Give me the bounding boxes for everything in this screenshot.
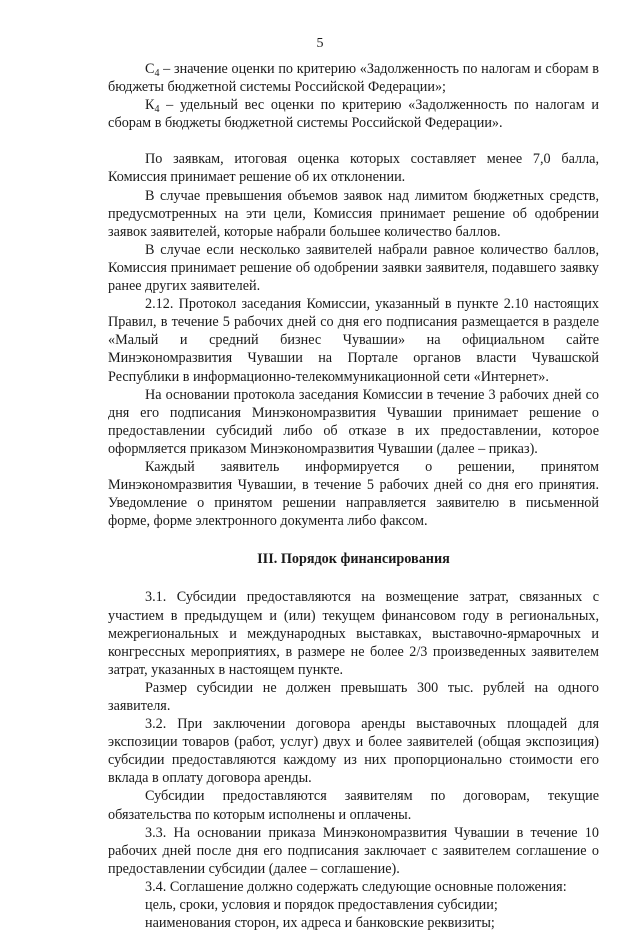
- list-item-purpose: цель, сроки, условия и порядок предоставления субсидии;: [145, 897, 498, 914]
- paragraph-subsidy-limit: Размер субсидии не должен превышать 300 тыс. рублей на одного заявителя.: [108, 679, 599, 714]
- document-body: [108, 60, 599, 932]
- paragraph-2-12: 2.12. Протокол заседания Комиссии, указанный в пункте 2.10 настоящих Правил, в течение 5 рабочих дней со дня его подписания размещается в разделе «Малый и средний бизнес Чувашии» на официальном сайте Минэкономразвития Чувашии на Портале органов власти Чувашской Республики в информационно-телекоммуникационной сети «Интернет».: [108, 296, 599, 385]
- paragraph-limit-exceeded: В случае превышения объемов заявок над лимитом бюджетных средств, предусмотренных на эти цели, Комиссия принимает решение об одобрении заявок заявителей, которые набрали большее количество баллов.: [108, 187, 599, 240]
- list-item-parties: наименования сторон, их адреса и банковские реквизиты;: [145, 915, 495, 932]
- paragraph-contracts: Субсидии предоставляются заявителям по договорам, текущие обязательства по которым исполнены и оплачены.: [108, 788, 599, 823]
- paragraph-3-4: 3.4. Соглашение должно содержать следующие основные положения:: [145, 878, 567, 895]
- paragraph-3-1: 3.1. Субсидии предоставляются на возмещение затрат, связанных с участием в предыдущем и (или) текущем финансовом году в региональных, межрегиональных и международных выставках, выставочно-ярмарочных и конгрессных мероприятиях, в размере не более 2/3 произведенных заявителем затрат, указанных в настоящем пункте.: [108, 589, 599, 678]
- paragraph-notification: Каждый заявитель информируется о решении, принятом Минэкономразвития Чувашии, в течение 5 рабочих дней со дня его принятия. Уведомление о принятом решении направляется заявителю в письменной форме, форме электронного документа либо факсом.: [108, 458, 599, 530]
- paragraph-3-2: 3.2. При заключении договора аренды выставочных площадей для экспозиции товаров (работ, услуг) двух и более заявителей (общая экспозиция) субсидии предоставляются каждому из них пропорционально стоимости его вклада в оплату договора аренды.: [108, 716, 599, 787]
- section-heading: III. Порядок финансирования: [257, 551, 450, 568]
- definition-c4: $С_4$ – значение оценки по критерию «Задолженность по налогам и сборам в бюджеты бюджетной системы Российской Федерации»;: [108, 61, 599, 96]
- paragraph-protocol-decision: На основании протокола заседания Комиссии в течение 3 рабочих дней со дня его подписания Минэкономразвития Чувашии принимает решение о предоставлении субсидий либо об отказе в их предоставлении, которое оформляется приказом Минэкономразвития Чувашии (далее – приказ).: [108, 386, 599, 457]
- paragraph-rejection: По заявкам, итоговая оценка которых составляет менее 7,0 балла, Комиссия принимает решение об их отклонении.: [108, 151, 599, 186]
- definition-k4: $К_4$ – удельный вес оценки по критерию «Задолженность по налогам и сборам в бюджеты бюджетной системы Российской Федерации».: [108, 97, 599, 132]
- paragraph-3-3: 3.3. На основании приказа Минэкономразвития Чувашии в течение 10 рабочих дней после дня его подписания заключает с заявителем соглашение о предоставлении субсидии (далее – соглашение).: [108, 824, 599, 877]
- paragraph-equal-points: В случае если несколько заявителей набрали равное количество баллов, Комиссия принимает решение об одобрении заявки заявителя, подавшего заявку ранее других заявителей.: [108, 241, 599, 295]
- page-number: 5: [316, 36, 324, 51]
